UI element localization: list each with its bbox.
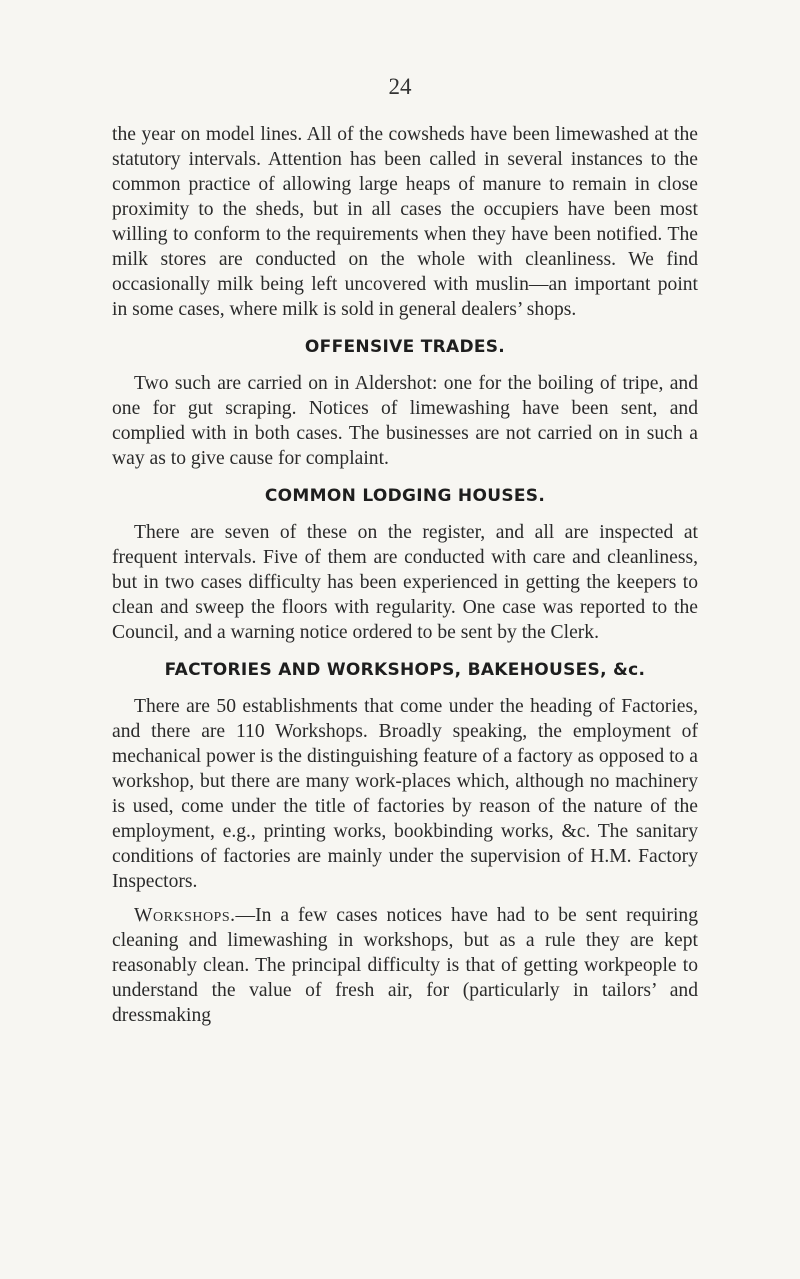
workshops-text: —In a few cases notices have had to be sent requiring cleaning and limewashing in workshops, but as a rule they are kept reasonably clean. The principal difficulty is that of getting workpeople to understand the value of fresh air, for (particularly in tailors’ and dressmaking (112, 905, 698, 1026)
page-number: 24 (388, 74, 412, 99)
intro-paragraph: the year on model lines. All of the cowsheds have been limewashed at the statutory intervals. Attention has been called in several instances to the common practice of allowing large heaps of manure to remain in close proximity to the sheds, but in all cases the occupiers have been most willing to conform to the requirements when they have been notified. The milk stores are conducted on the whole with cleanliness. We find occasionally milk being left uncovered with muslin—an important point in some cases, where milk is sold in general dealers’ shops. (112, 124, 698, 320)
section-heading-offensive-trades: OFFENSIVE TRADES. (304, 337, 506, 357)
offensive-trades-paragraph: Two such are carried on in Aldershot: one for the boiling of tripe, and one for gut scraping. Notices of limewashing have been sent, and complied with in both cases. The businesses are not carried on in such a way as to give cause for complaint. (112, 373, 698, 469)
workshops-paragraph (112, 903, 698, 1028)
lodging-houses-paragraph: There are seven of these on the register, and all are inspected at frequent intervals. Five of them are conducted with care and cleanliness, but in two cases difficulty has been experienced in getting the keepers to clean and sweep the floors with regularity. One case was reported to the Council, and a warning notice ordered to be sent by the Clerk. (112, 522, 698, 643)
section-heading-factories: FACTORIES AND WORKSHOPS, BAKEHOUSES, &c. (164, 660, 646, 680)
workshops-lead: Workshops. (134, 905, 236, 926)
factories-paragraph: There are 50 establishments that come under the heading of Factories, and there are 110 Workshops. Broadly speaking, the employment of mechanical power is the distinguishing feature of a factory as opposed to a workshop, but there are many work-places which, although no machinery is used, come under the title of factories by reason of the nature of the employment, e.g., printing works, bookbinding works, &c. The sanitary conditions of factories are mainly under the supervision of H.M. Factory Inspectors. (112, 696, 698, 892)
page-body (112, 122, 698, 1028)
section-heading-lodging-houses: COMMON LODGING HOUSES. (264, 486, 546, 506)
